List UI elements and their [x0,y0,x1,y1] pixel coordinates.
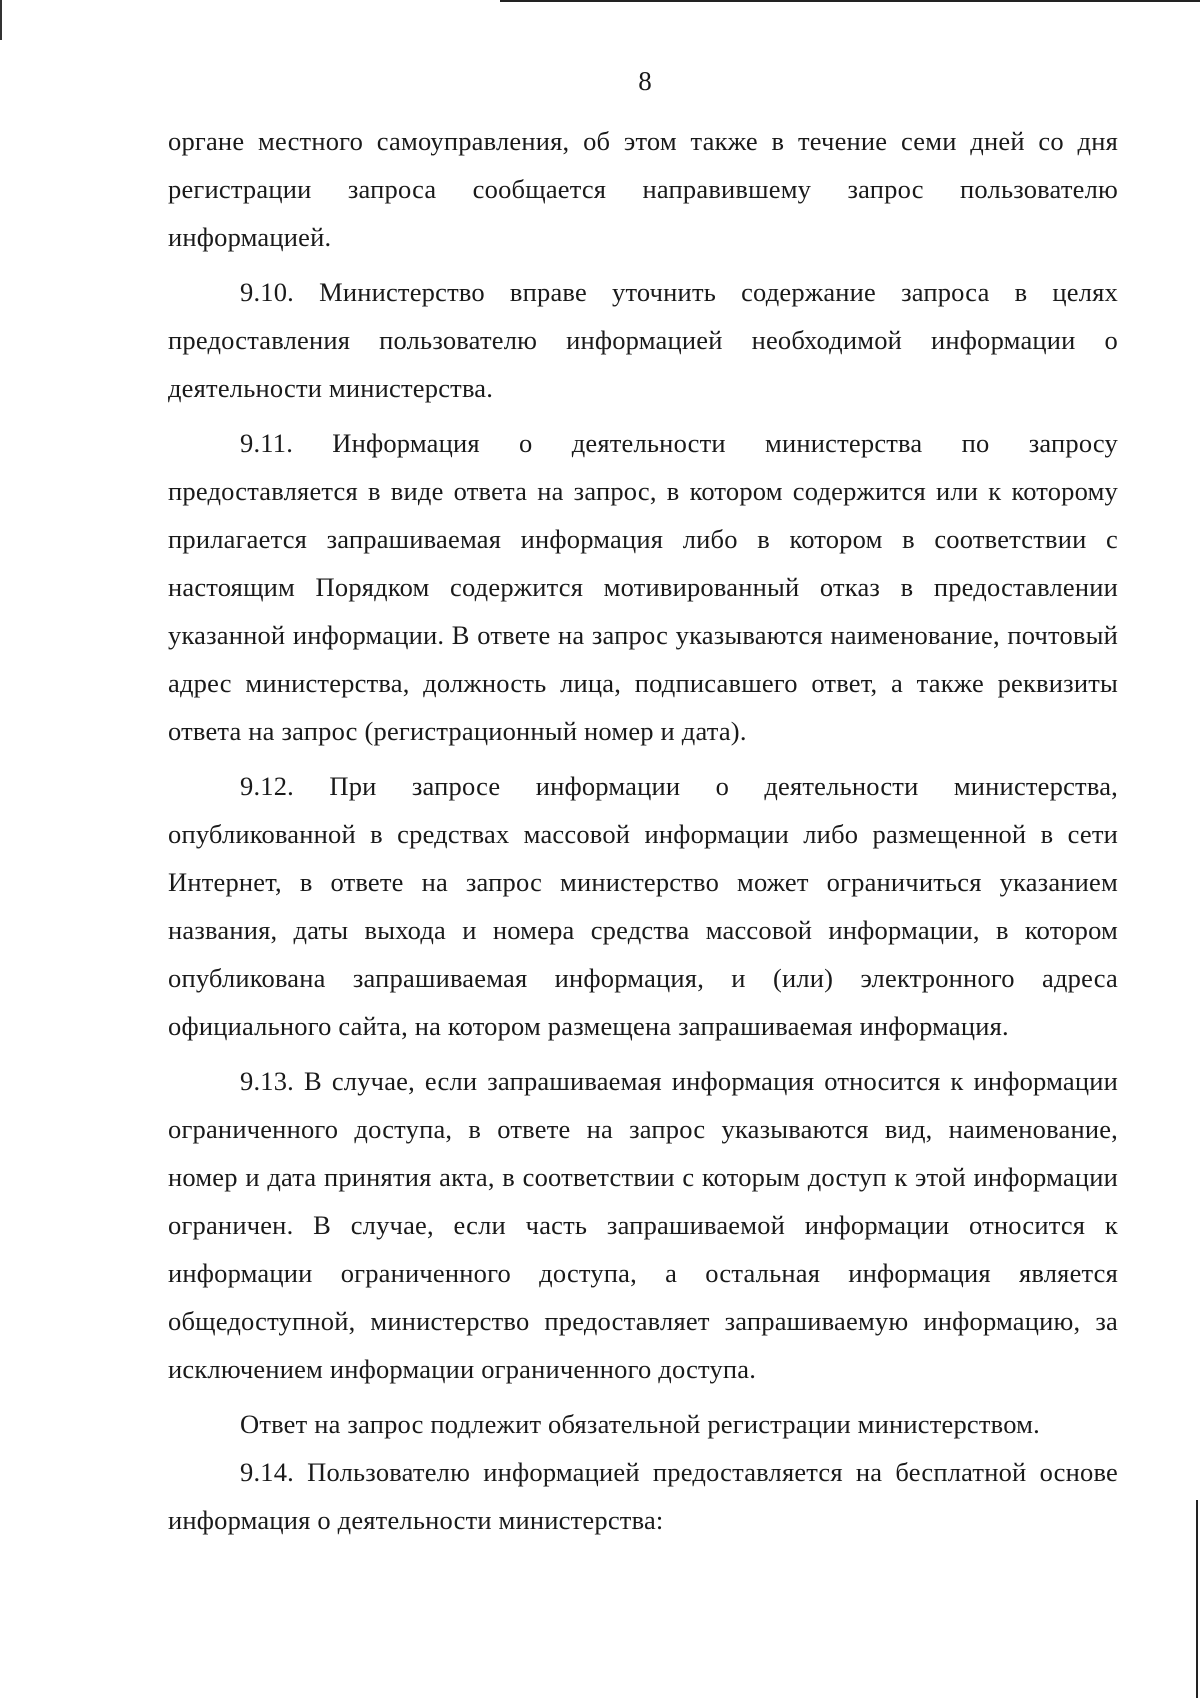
paragraph-9-11: 9.11. Информация о деятельности министерства по запросу предоставляется в виде ответа на запрос, в котором содержится или к которому прилагается запрашиваемая информация либо в котором в соответствии с настоящим Порядком содержится мотивированный отказ в предоставлении указанной информации. В ответе на запрос указываются наименование, почтовый адрес министерства, должность лица, подписавшего ответ, а также реквизиты ответа на запрос (регистрационный номер и дата). [168,428,1118,746]
paragraph-9-10: 9.10. Министерство вправе уточнить содержание запроса в целях предоставления пользователю информацией необходимой информации о деятельности министерства. [168,277,1118,403]
document-body [168,117,1118,1544]
page-number: 8 [638,66,652,96]
page-border-left [0,0,2,40]
paragraph-9-13: 9.13. В случае, если запрашиваемая информация относится к информации ограниченного доступа, в ответе на запрос указываются вид, наименование, номер и дата принятия акта, в соответствии с которым доступ к этой информации ограничен. В случае, если часть запрашиваемой информации относится к информации ограниченного доступа, а остальная информация является общедоступной, министерство предоставляет запрашиваемую информацию, за исключением информации ограниченного доступа. [168,1066,1118,1384]
paragraph-continuation: органе местного самоуправления, об этом также в течение семи дней со дня регистрации запроса сообщается направившему запрос пользователю информацией. [168,126,1118,252]
paragraph-response-registration: Ответ на запрос подлежит обязательной регистрации министерством. [240,1409,1040,1439]
paragraph-9-12: 9.12. При запросе информации о деятельности министерства, опубликованной в средствах массовой информации либо размещенной в сети Интернет, в ответе на запрос министерство может ограничиться указанием названия, даты выхода и номера средства массовой информации, в котором опубликована запрашиваемая информация, и (или) электронного адреса официального сайта, на котором размещена запрашиваемая информация. [168,771,1118,1041]
page-border-right [1196,1500,1198,1698]
paragraph-9-14: 9.14. Пользователю информацией предоставляется на бесплатной основе информация о деятельности министерства: [168,1457,1118,1535]
page-border-top [500,0,1200,2]
